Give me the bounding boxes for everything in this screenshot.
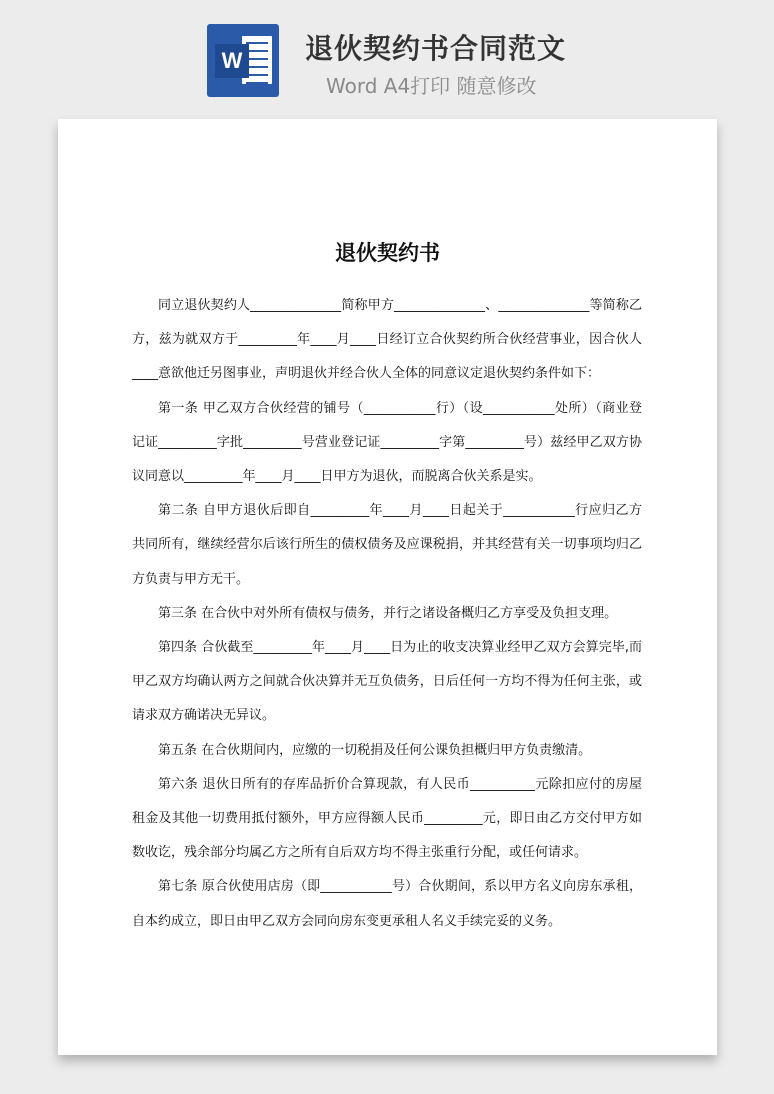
banner-subtitle: Word A4打印 随意修改 <box>326 74 537 98</box>
banner-title: 退伙契约书合同范文 <box>305 32 567 65</box>
paragraph-article-6: 第六条 退伙日所有的存库品折价合算现款，有人民币__________元除扣应付的房屋租金及其他一切费用抵付额外，甲方应得额人民币_________元，即日由乙方交付甲方如数收讫，残余部分均属乙方之所有自后双方均不得主张重行分配，或任何请求。 <box>132 776 642 861</box>
document-title: 退伙契约书 <box>335 241 440 265</box>
paragraph-article-3: 第三条 在合伙中对外所有债权与债务，并行之诸设备概归乙方享受及负担支理。 <box>158 605 618 621</box>
word-icon <box>207 24 279 97</box>
paragraph-intro: 同立退伙契约人______________简称甲方______________、______________等简称乙方，兹为就双方于_________年____月____日经订立合伙契约所合伙经营事业，因合伙人____意欲他迁另图事业，声明退伙并经合伙人全体的同意议定退伙契约条件如下： <box>132 298 642 382</box>
paragraph-article-1: 第一条 甲乙双方合伙经营的铺号（___________行）（设___________处所）（商业登记证_________字批_________号营业登记证_________字第_________号）兹经甲乙双方协议同意以_________年____月____日甲方为退伙，而脱离合伙关系是实。 <box>132 400 642 485</box>
paragraph-article-5: 第五条 在合伙期间内，应缴的一切税捐及任何公课负担概归甲方负责缴清。 <box>158 742 592 758</box>
paragraph-article-4: 第四条 合伙截至_________年____月____日为止的收支决算业经甲乙双方会算完毕,而甲乙双方均确认两方之间就合伙决算并无互负债务，日后任何一方均不得为任何主张，或请求双方确诺决无异议。 <box>132 640 642 724</box>
banner-header <box>0 0 774 110</box>
document-page <box>58 119 717 1055</box>
word-letter-icon: W <box>215 44 249 78</box>
paragraph-article-7: 第七条 原合伙使用店房（即___________号）合伙期间，系以甲方名义向房东承租，自本约成立，即日由甲乙双方会同向房东变更承租人名义手续完妥的义务。 <box>132 879 642 929</box>
paragraph-article-2: 第二条 自甲方退伙后即自_________年____月____日起关于___________行应归乙方共同所有，继续经营尔后该行所生的债权债务及应课税捐，并其经营有关一切事项均归乙方负责与甲方无干。 <box>132 503 642 587</box>
document-body <box>132 289 642 939</box>
